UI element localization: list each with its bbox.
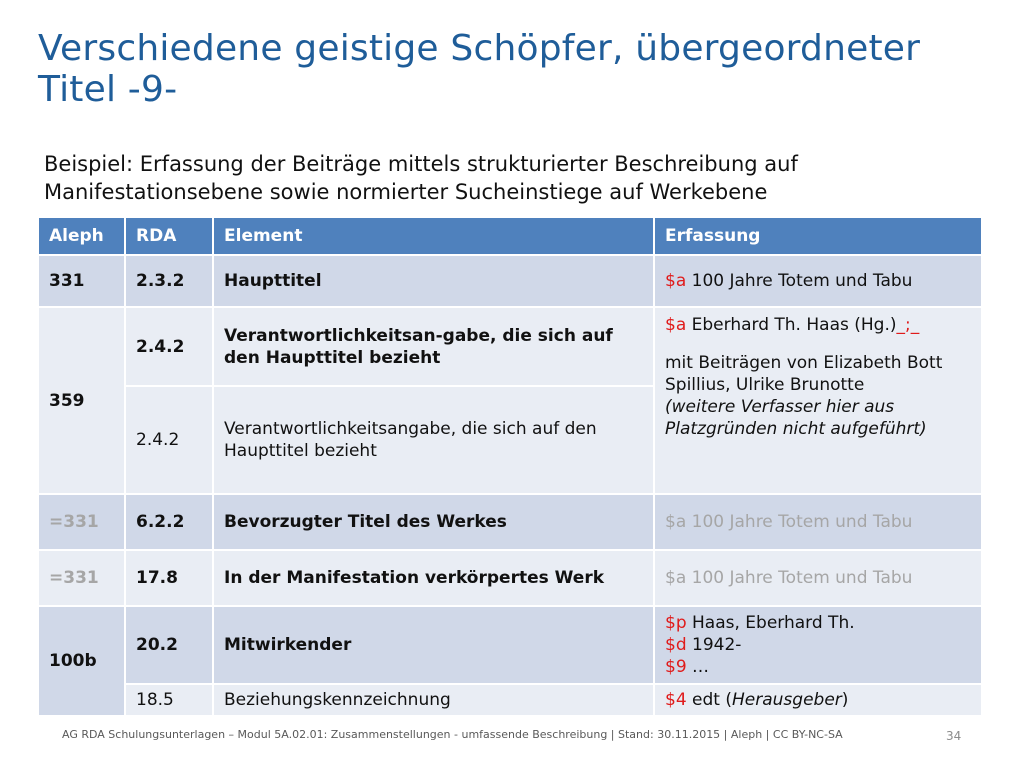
- separator: _;_: [896, 315, 920, 335]
- cell-element: Verantwortlichkeitsangabe, die sich auf den Haupttitel bezieht: [213, 386, 654, 494]
- cell-aleph: 331: [38, 255, 125, 307]
- erfassung-line: [665, 612, 971, 634]
- erfassung-line: [665, 314, 971, 336]
- cell-rda: 2.4.2: [125, 386, 213, 494]
- cell-erfassung: $a 100 Jahre Totem und Tabu: [654, 494, 982, 550]
- cell-rda: 18.5: [125, 684, 213, 716]
- cell-element: Bevorzugter Titel des Werkes: [213, 494, 654, 550]
- subfield-value: …: [686, 657, 710, 677]
- subfield-value: Eberhard Th. Haas (Hg.): [686, 315, 897, 335]
- erfassung-line: [665, 634, 971, 656]
- cell-element: Mitwirkender: [213, 606, 654, 684]
- slide-subtitle: Beispiel: Erfassung der Beiträge mittels strukturierter Beschreibung auf Manifestationsebene sowie normierter Sucheinstiege auf Werkebene: [44, 152, 798, 204]
- page-number: 34: [946, 729, 962, 743]
- subfield-code: $4: [665, 690, 687, 710]
- cell-erfassung: [654, 307, 982, 494]
- footer-text: AG RDA Schulungsunterlagen – Modul 5A.02.01: Zusammenstellungen - umfassende Beschreibung | Stand: 30.11.2015 | Aleph | CC BY-NC-SA: [62, 728, 843, 741]
- table-row: [38, 550, 982, 606]
- erfassung-line: [665, 656, 971, 678]
- header-element: Element: [213, 217, 654, 255]
- cell-rda: 6.2.2: [125, 494, 213, 550]
- header-erfassung: Erfassung: [654, 217, 982, 255]
- header-aleph: Aleph: [38, 217, 125, 255]
- subfield-code: $a: [665, 315, 687, 335]
- slide-title: Verschiedene geistige Schöpfer, übergeordneter Titel -9-: [38, 28, 921, 110]
- subfield-value: ): [841, 690, 849, 710]
- erfassung-contributors: mit Beiträgen von Elizabeth Bott Spillius, Ulrike Brunotte: [665, 353, 943, 395]
- subfield-value: 100 Jahre Totem und Tabu: [686, 271, 913, 291]
- cell-rda: 17.8: [125, 550, 213, 606]
- subfield-value-italic: Herausgeber: [732, 690, 842, 710]
- cell-aleph: =331: [38, 494, 125, 550]
- cell-rda: 2.3.2: [125, 255, 213, 307]
- cell-rda: 20.2: [125, 606, 213, 684]
- subfield-value: edt (: [686, 690, 732, 710]
- rda-table: [37, 216, 983, 717]
- cell-element: Beziehungskennzeichnung: [213, 684, 654, 716]
- table-row: [38, 494, 982, 550]
- subfield-code: $p: [665, 613, 687, 633]
- cell-element: Verantwortlichkeitsan-gabe, die sich auf den Haupttitel bezieht: [213, 307, 654, 386]
- cell-aleph: 100b: [38, 606, 125, 716]
- subfield-code: $d: [665, 635, 687, 655]
- table-header-row: [38, 217, 982, 255]
- cell-rda: 2.4.2: [125, 307, 213, 386]
- cell-aleph: =331: [38, 550, 125, 606]
- cell-erfassung: $a 100 Jahre Totem und Tabu: [654, 550, 982, 606]
- erfassung-note: (weitere Verfasser hier aus Platzgründen nicht aufgeführt): [665, 397, 927, 439]
- cell-erfassung: [654, 684, 982, 716]
- table-row: [38, 307, 982, 386]
- cell-aleph: 359: [38, 307, 125, 494]
- subfield-value: 1942-: [686, 635, 742, 655]
- cell-element: In der Manifestation verkörpertes Werk: [213, 550, 654, 606]
- subfield-code: $a: [665, 271, 687, 291]
- cell-erfassung: [654, 255, 982, 307]
- subfield-value: Haas, Eberhard Th.: [686, 613, 855, 633]
- header-rda: RDA: [125, 217, 213, 255]
- subfield-code: $9: [665, 657, 687, 677]
- table-row: [38, 255, 982, 307]
- cell-element: Haupttitel: [213, 255, 654, 307]
- cell-erfassung: [654, 606, 982, 684]
- table-row: [38, 606, 982, 684]
- table-row: [38, 684, 982, 716]
